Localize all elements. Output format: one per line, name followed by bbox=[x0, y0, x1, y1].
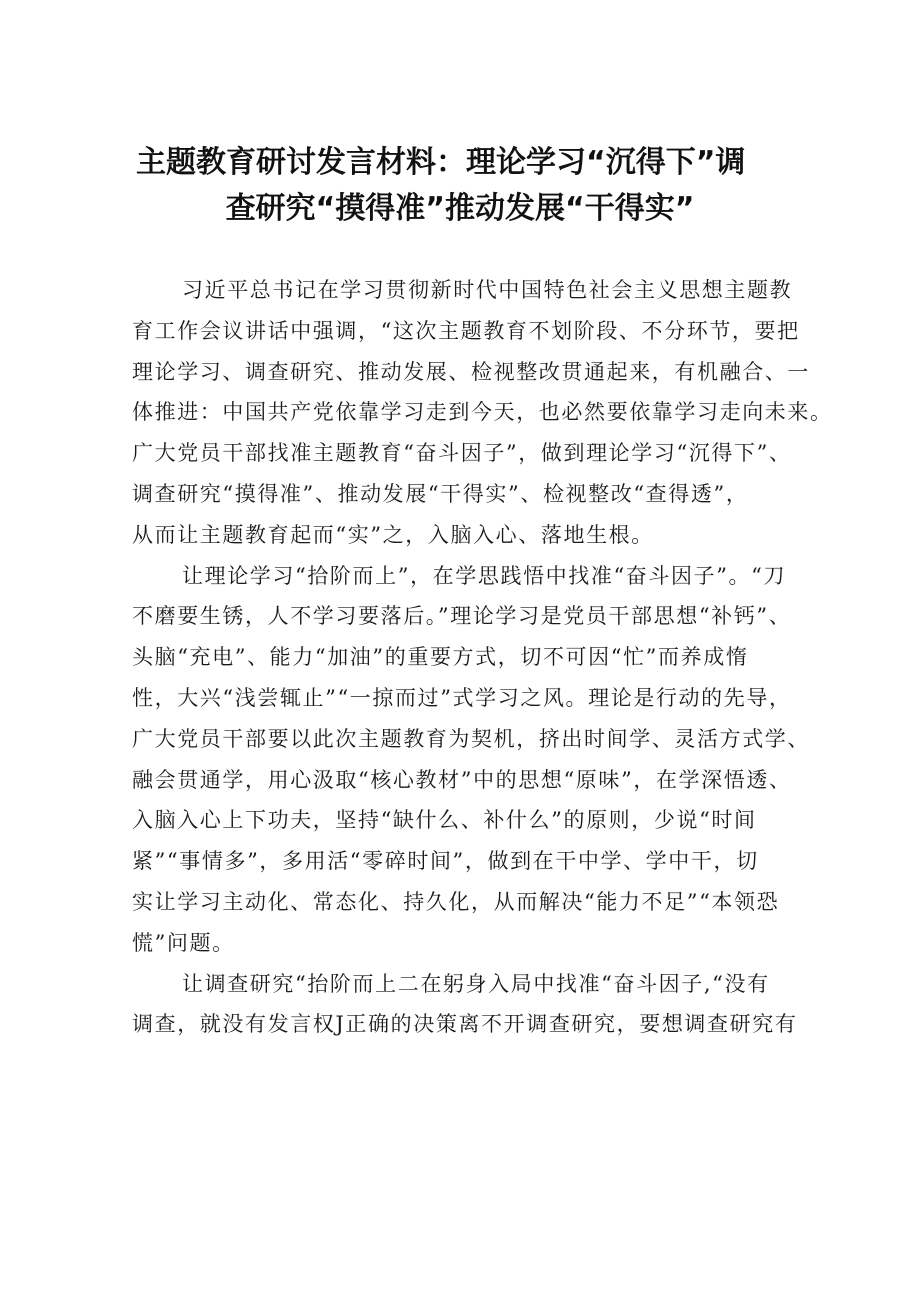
document-body bbox=[132, 270, 833, 1045]
title-line: 主题教育研讨发言材料：理论学习“沉得下”调 bbox=[136, 145, 746, 180]
body-text-line: 广大党员干部要以此次主题教育为契机，挤出时间学、灵活方式学、 bbox=[132, 726, 810, 751]
body-text-line: 不磨要生锈，人不学习要落后。”理论学习是党员干部思想“补钙”、 bbox=[132, 604, 792, 629]
body-text-line: 紧”“事情多”，多用活“零碎时间”，做到在干中学、学中干，切 bbox=[132, 849, 759, 874]
body-text-line: 广大党员干部找准主题教育“奋斗因子”，做到理论学习“沉得下”、 bbox=[132, 441, 792, 466]
body-text-line: 理论学习、调查研究、推动发展、检视整改贯通起来，有机融合、一 bbox=[132, 359, 810, 384]
body-text-line: 调查研究“摸得准”、推动发展“干得实”、检视整改“查得透”， bbox=[132, 481, 749, 506]
body-text-line: 慌”问题。 bbox=[132, 930, 235, 955]
body-text-line: 体推进：中国共产党依靠学习走到今天，也必然要依靠学习走向未来。 bbox=[132, 400, 833, 425]
body-text-line: 让调查研究“抬阶而上二在躬身入局中找准“奋斗因子,“没有 bbox=[182, 971, 770, 996]
body-text-line: 性，大兴“浅尝辄止”“一掠而过”式学习之风。理论是行动的先导， bbox=[132, 685, 792, 710]
body-text-line: 入脑入心上下功夫，坚持“缺什么、补什么”的原则，少说“时间 bbox=[132, 808, 757, 833]
body-text-line: 调查，就没有发言权J正确的决策离不开调查研究，要想调查研究有 bbox=[132, 1012, 798, 1037]
body-text-line: 让理论学习“拾阶而上”，在学思践悟中找准“奋斗因子”。“刀 bbox=[182, 563, 787, 588]
body-text-line: 头脑“充电”、能力“加油”的重要方式，切不可因“忙”而养成惰 bbox=[132, 645, 749, 670]
body-text-line: 实让学习主动化、常态化、持久化，从而解决“能力不足”“本领恐 bbox=[132, 889, 780, 914]
title-line: 查研究“摸得准”推动发展“干得实” bbox=[225, 191, 695, 226]
body-text-line: 从而让主题教育起而“实”之，入脑入心、落地生根。 bbox=[132, 522, 654, 547]
body-text-line: 习近平总书记在学习贯彻新时代中国特色社会主义思想主题教 bbox=[182, 278, 793, 302]
body-text-line: 融会贯通学，用心汲取“核心教材”中的思想“原味”，在学深悟透、 bbox=[132, 767, 792, 792]
body-text-line: 育工作会议讲话中强调，“这次主题教育不划阶段、不分环节，要把 bbox=[132, 318, 800, 343]
document-title bbox=[120, 140, 800, 232]
